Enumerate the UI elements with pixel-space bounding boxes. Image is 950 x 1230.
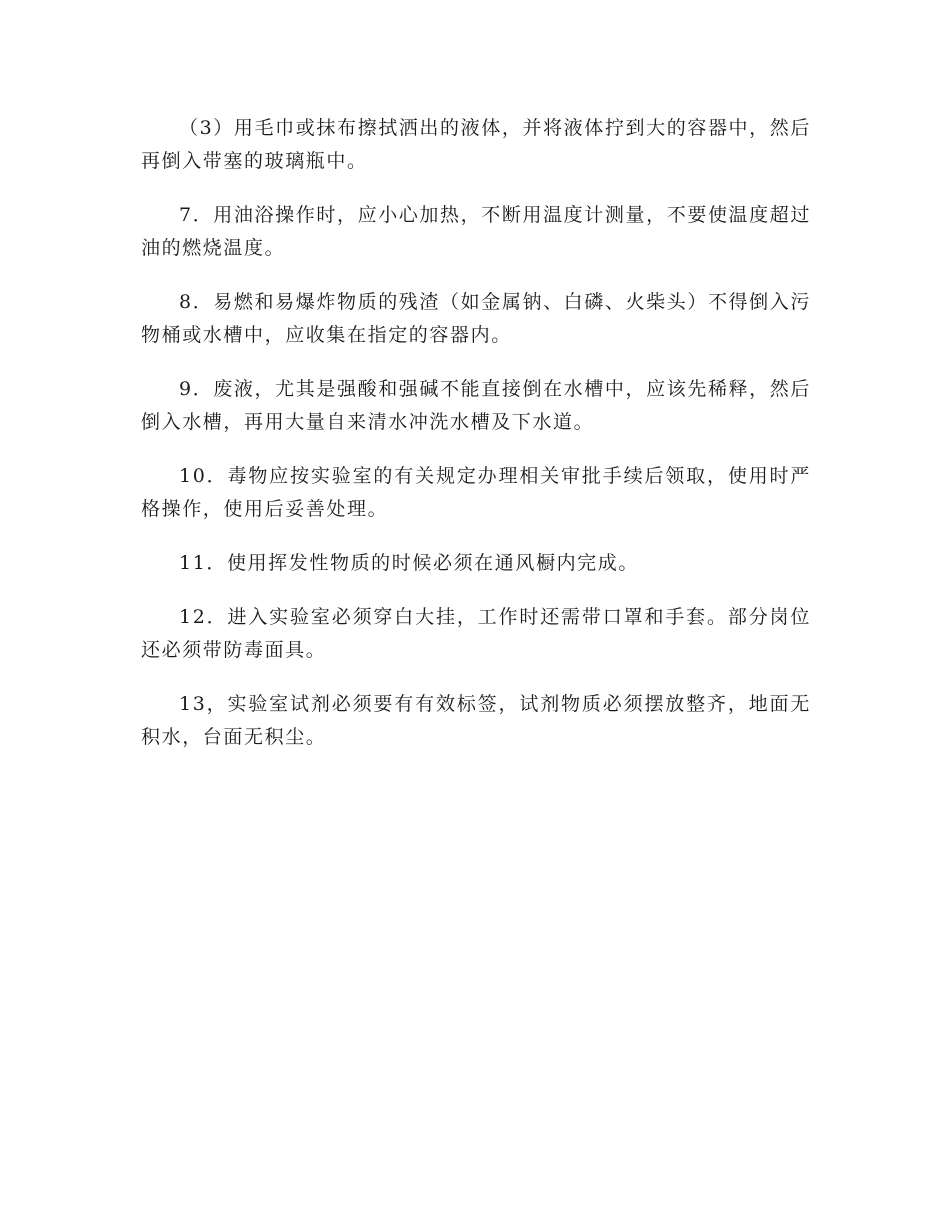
document-body (141, 112, 811, 775)
paragraph-rule-11: 11．使用挥发性物质的时候必须在通风橱内完成。 (179, 552, 639, 574)
paragraph-spill-cleanup: （3）用毛巾或抹布擦拭洒出的液体，并将液体拧到大的容器中，然后再倒入带塞的玻璃瓶中。 (141, 117, 811, 172)
paragraph-rule-12: 12．进入实验室必须穿白大挂，工作时还需带口罩和手套。部分岗位还必须带防毒面具。 (141, 606, 811, 661)
paragraph-rule-13: 13，实验室试剂必须要有有效标签，试剂物质必须摆放整齐，地面无积水，台面无积尘。 (141, 693, 811, 748)
paragraph-rule-8: 8．易燃和易爆炸物质的残渣（如金属钠、白磷、火柴头）不得倒入污物桶或水槽中，应收集在指定的容器内。 (141, 291, 811, 346)
paragraph-rule-7: 7．用油浴操作时，应小心加热，不断用温度计测量，不要使温度超过油的燃烧温度。 (141, 204, 811, 259)
paragraph-rule-9: 9．废液，尤其是强酸和强碱不能直接倒在水槽中，应该先稀释，然后倒入水槽，再用大量自来清水冲洗水槽及下水道。 (141, 378, 811, 433)
paragraph-rule-10: 10．毒物应按实验室的有关规定办理相关审批手续后领取，使用时严格操作，使用后妥善处理。 (141, 465, 811, 520)
